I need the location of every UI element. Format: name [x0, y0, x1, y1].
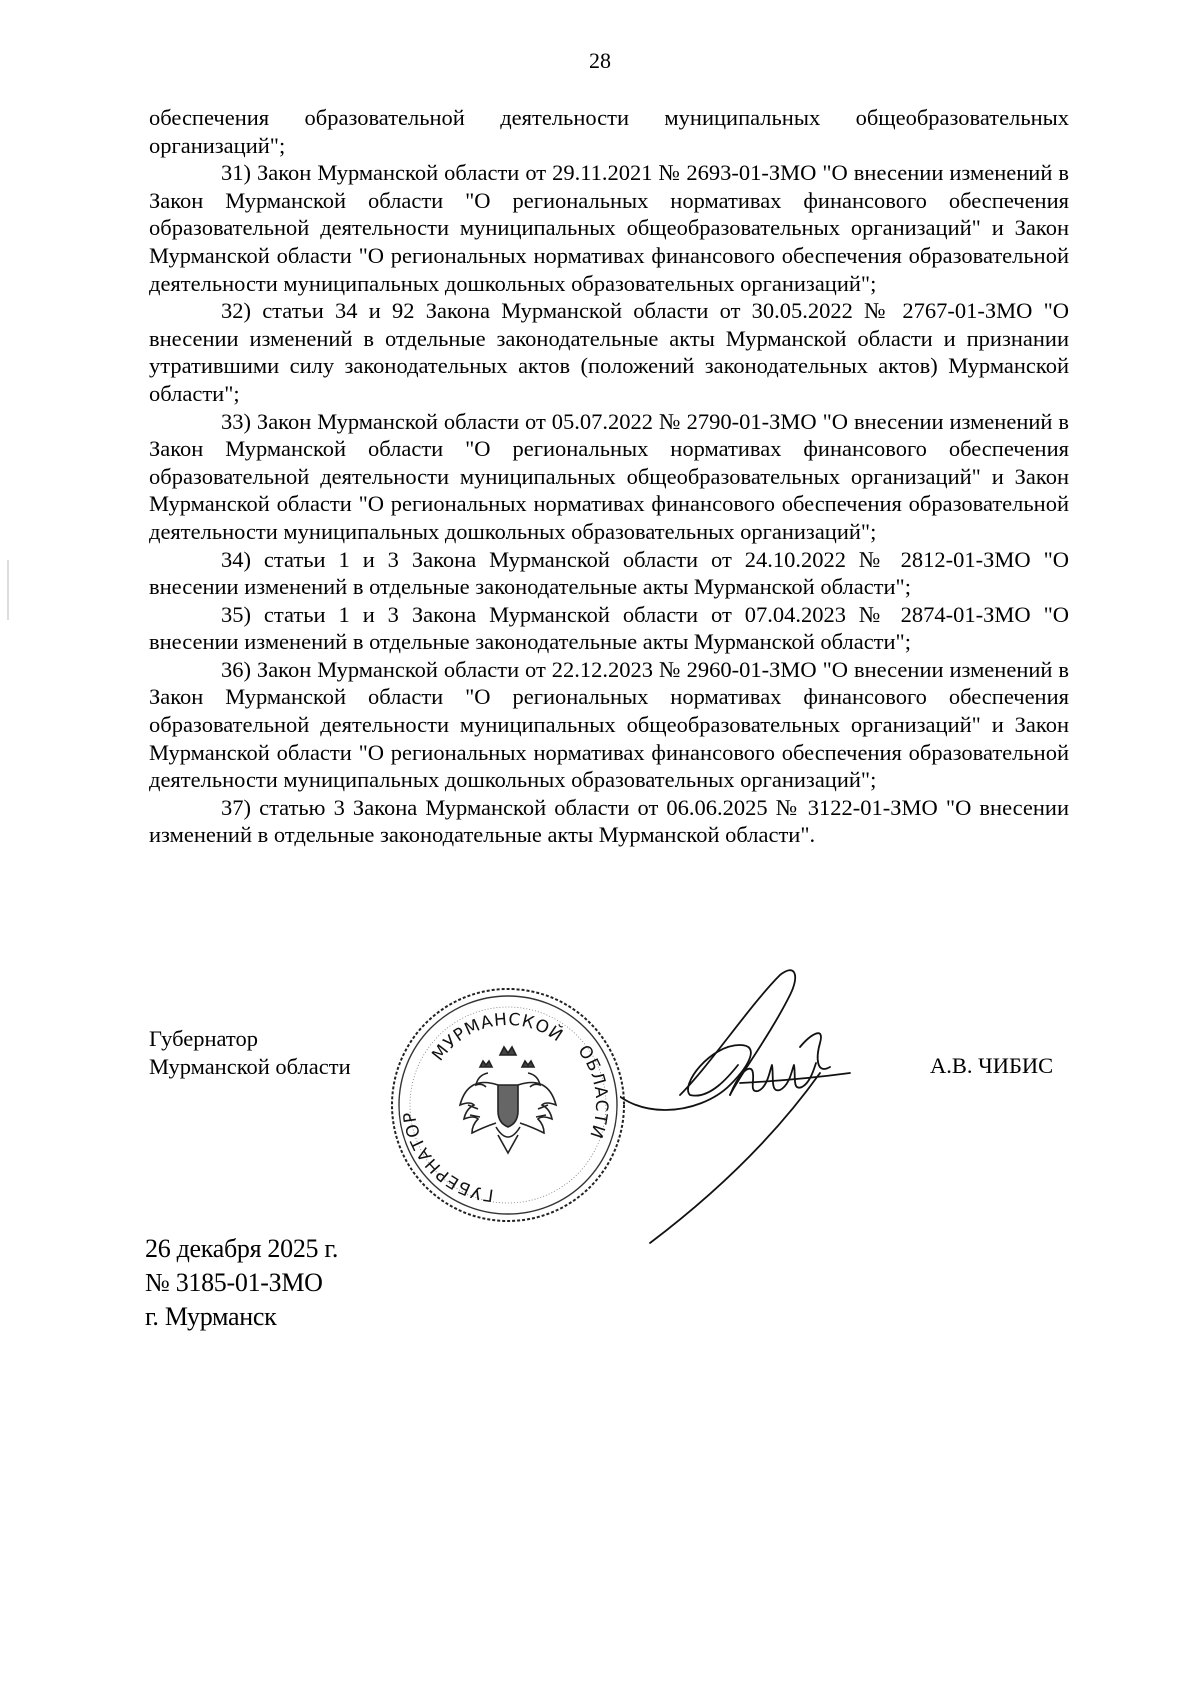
- paragraph-continuation: обеспечения образовательной деятельности муниципальных общеобразовательных организаций";: [149, 105, 1069, 158]
- official-seal: [388, 985, 628, 1225]
- document-footer: [145, 1232, 338, 1334]
- list-item-36: 36) Закон Мурманской области от 22.12.2023 № 2960-01-ЗМО "О внесении изменений в Закон Мурманской области "О региональных нормативах финансового обеспечения образовательной деятельности муниципальных общеобразовательных организаций" и Закон Мурманской области "О региональных нормативах финансового обеспечения образовательной деятельности муниципальных дошкольных образовательных организаций";: [149, 656, 1069, 793]
- signatory-title: [149, 1025, 351, 1081]
- document-date: 26 декабря 2025 г.: [145, 1234, 339, 1263]
- list-item-31: 31) Закон Мурманской области от 29.11.2021 № 2693-01-ЗМО "О внесении изменений в Закон Мурманской области "О региональных нормативах финансового обеспечения образовательной деятельности муниципальных общеобразовательных организаций" и Закон Мурманской области "О региональных нормативах финансового обеспечения образовательной деятельности муниципальных дошкольных образовательных организаций";: [149, 160, 1069, 296]
- seal-right-text: ОБЛАСТИ: [573, 1041, 612, 1142]
- document-number: № 3185-01-ЗМО: [145, 1268, 323, 1297]
- page-number: 28: [589, 48, 611, 73]
- document-city: г. Мурманск: [145, 1302, 277, 1331]
- signatory-title-line2: Мурманской области: [149, 1054, 351, 1079]
- list-item-33: 33) Закон Мурманской области от 05.07.2022 № 2790-01-ЗМО "О внесении изменений в Закон Мурманской области "О региональных нормативах финансового обеспечения образовательной деятельности муниципальных общеобразовательных организаций" и Закон Мурманской области "О региональных нормативах финансового обеспечения образовательной деятельности муниципальных дошкольных образовательных организаций";: [149, 408, 1069, 544]
- signatory-name: А.В. ЧИБИС: [930, 1053, 1054, 1078]
- signatory-title-line1: Губернатор: [149, 1026, 258, 1051]
- list-item-35: 35) статьи 1 и 3 Закона Мурманской области от 07.04.2023 № 2874-01-ЗМО "О внесении изменений в отдельные законодательные акты Мурманской области";: [149, 601, 1069, 655]
- svg-text:МУРМАНСКОЙ: [428, 1010, 568, 1065]
- handwritten-signature: [620, 965, 920, 1245]
- scan-artifact: [7, 560, 9, 620]
- list-item-34: 34) статьи 1 и 3 Закона Мурманской области от 24.10.2022 № 2812-01-ЗМО "О внесении изменений в отдельные законодательные акты Мурманской области";: [149, 546, 1069, 600]
- seal-top-text: МУРМАНСКОЙ: [428, 1009, 567, 1065]
- seal-left-text: ГУБЕРНАТОР: [399, 1109, 495, 1205]
- svg-text:ГУБЕРНАТОР: [400, 1110, 495, 1205]
- list-item-37: 37) статью 3 Закона Мурманской области от 06.06.2025 № 3122-01-ЗМО "О внесении изменений в отдельные законодательные акты Мурманской области".: [149, 794, 1069, 848]
- document-body: [149, 104, 1069, 849]
- double-headed-eagle-icon: [460, 1047, 556, 1153]
- list-item-32: 32) статьи 34 и 92 Закона Мурманской области от 30.05.2022 № 2767-01-ЗМО "О внесении изменений в отдельные законодательные акты Мурманской области и признании утратившими силу законодательных актов (положений законодательных актов) Мурманской области";: [149, 298, 1069, 406]
